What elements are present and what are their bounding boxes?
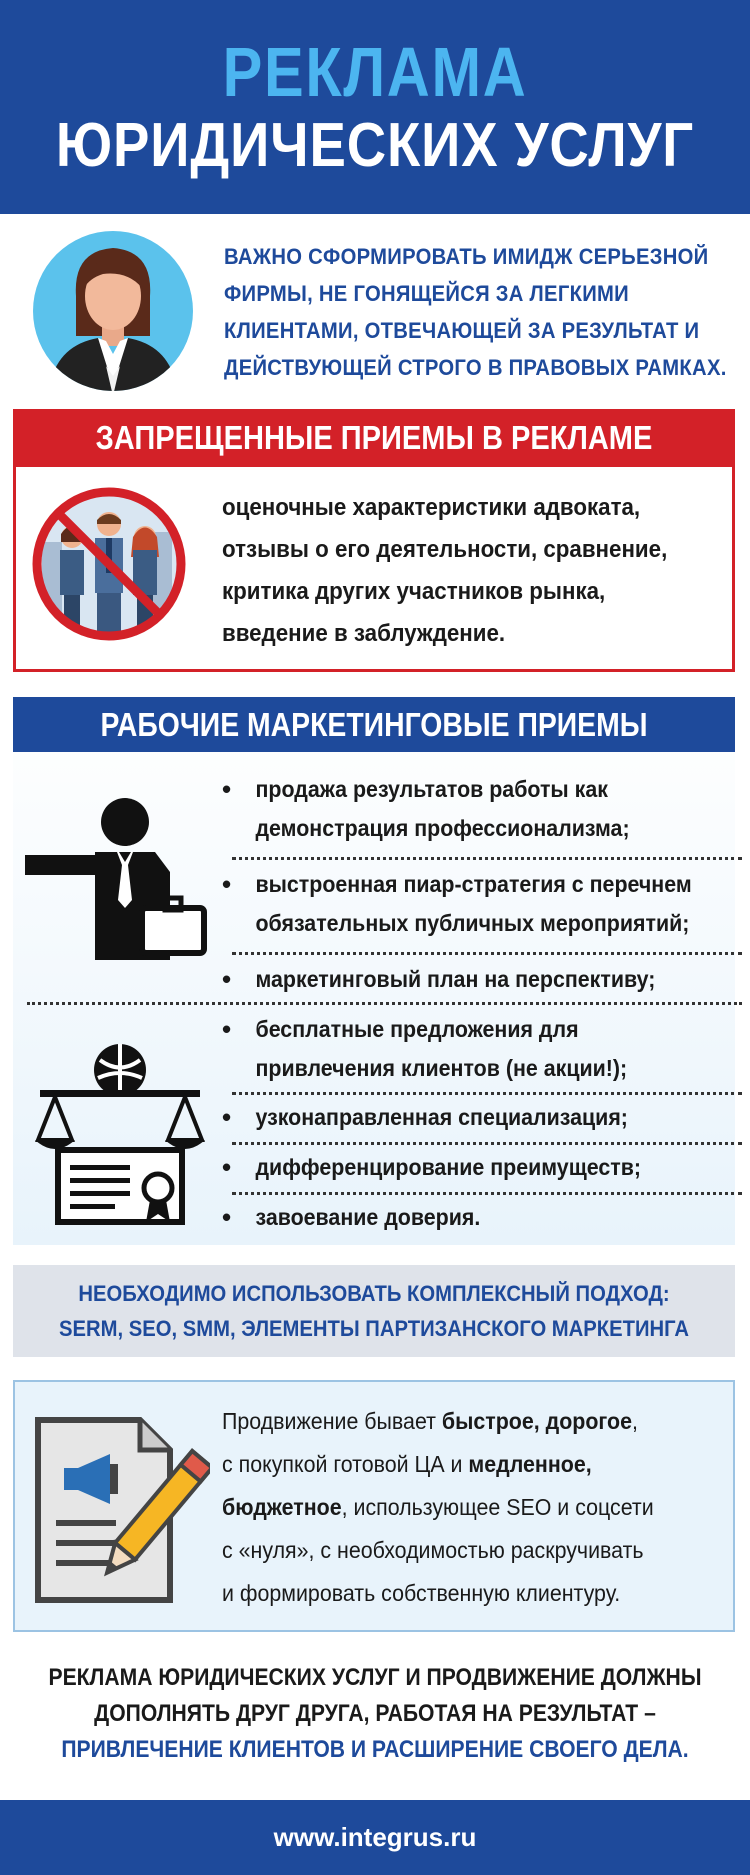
promo-line [222,1443,734,1486]
dotted-divider [27,1002,742,1005]
list-item-text: • продажа результатов работы как [255,776,608,802]
intro-line: ВАЖНО СФОРМИРОВАТЬ ИМИДЖ СЕРЬЕЗНОЙ [224,244,709,269]
forbidden-text [222,487,724,655]
conclusion-line: РЕКЛАМА ЮРИДИЧЕСКИХ УСЛУГ И ПРОДВИЖЕНИЕ ДОЛЖНЫ [48,1664,702,1691]
list-item [222,1098,742,1137]
list-item [222,865,742,943]
complex-approach-text [42,1276,706,1346]
promo-fragment: с покупкой готовой ЦА и [222,1451,469,1477]
forbidden-line: отзывы о его деятельности, сравнение, [222,536,668,563]
promo-line: с «нуля», с необходимостью раскручивать [222,1537,644,1563]
complex-line: НЕОБХОДИМО ИСПОЛЬЗОВАТЬ КОМПЛЕКСНЫЙ ПОДХОД: [78,1281,670,1306]
promo-fragment: Продвижение бывает [222,1408,442,1434]
promo-line [222,1486,734,1529]
conclusion-text [45,1660,705,1768]
promo-line: и формировать собственную клиентуру. [222,1580,621,1606]
marketing-list [222,770,742,1230]
list-item-text: обязательных публичных мероприятий; [255,910,690,936]
list-item-text: • бесплатные предложения для [255,1016,579,1042]
dotted-divider [232,1192,742,1195]
list-item [222,1198,742,1237]
list-item-text: • завоевание доверия. [255,1204,481,1230]
prohibited-team-icon [27,482,192,647]
list-item [222,1010,742,1088]
conclusion-line: ДОПОЛНЯТЬ ДРУГ ДРУГА, РАБОТАЯ НА РЕЗУЛЬТАТ – [94,1700,656,1727]
promo-bold: быстрое, дорогое [441,1408,633,1434]
list-item [222,960,742,999]
promotion-text [222,1400,734,1615]
dotted-divider [232,857,742,860]
footer-website-link[interactable]: www.integrus.ru [273,1822,477,1852]
intro-line: ДЕЙСТВУЮЩЕЙ СТРОГО В ПРАВОВЫХ РАМКАХ. [224,355,727,380]
dotted-divider [232,1092,742,1095]
marketing-title: РАБОЧИЕ МАРКЕТИНГОВЫЕ ПРИЕМЫ [100,706,648,743]
dotted-divider [232,952,742,955]
complex-line: SERM, SEO, SMM, ЭЛЕМЕНТЫ ПАРТИЗАНСКОГО МАРКЕТИНГА [59,1316,689,1341]
dotted-divider [232,1142,742,1145]
promo-fragment: , [632,1408,638,1434]
list-item-text: • узконаправленная специализация; [255,1104,628,1130]
conclusion-highlight: ПРИВЛЕЧЕНИЕ КЛИЕНТОВ И РАСШИРЕНИЕ СВОЕГО ДЕЛА. [61,1736,689,1763]
intro-line: ФИРМЫ, НЕ ГОНЯЩЕЙСЯ ЗА ЛЕГКИМИ [224,281,629,306]
promo-line [222,1400,734,1443]
promo-bold: медленное, [468,1451,592,1477]
title-line-1: РЕКЛАМА [222,33,528,111]
lawyer-avatar-icon [28,226,198,396]
list-item-text: • маркетинговый план на перспективу; [255,966,656,992]
scales-certificate-icon [30,1040,210,1230]
list-item [222,1148,742,1187]
list-item-text: • выстроенная пиар-стратегия с перечнем [255,871,692,897]
forbidden-line: введение в заблуждение. [222,620,506,647]
title-line-2: ЮРИДИЧЕСКИХ УСЛУГ [55,111,695,180]
list-item-text: демонстрация профессионализма; [255,815,630,841]
list-item [222,770,742,848]
promo-bold: бюджетное [222,1494,342,1520]
list-item-text: привлечения клиентов (не акции!); [255,1055,628,1081]
document-pencil-icon [30,1410,210,1610]
forbidden-line: критика других участников рынка, [222,578,606,605]
forbidden-line: оценочные характеристики адвоката, [222,494,641,521]
promo-fragment: , использующее SEO и соцсети [341,1494,654,1520]
intro-line: КЛИЕНТАМИ, ОТВЕЧАЮЩЕЙ ЗА РЕЗУЛЬТАТ И [224,318,700,343]
intro-text [224,238,739,386]
businessman-briefcase-icon [20,790,210,960]
forbidden-title: ЗАПРЕЩЕННЫЕ ПРИЕМЫ В РЕКЛАМЕ [95,419,653,456]
list-item-text: • дифференцирование преимуществ; [255,1154,642,1180]
